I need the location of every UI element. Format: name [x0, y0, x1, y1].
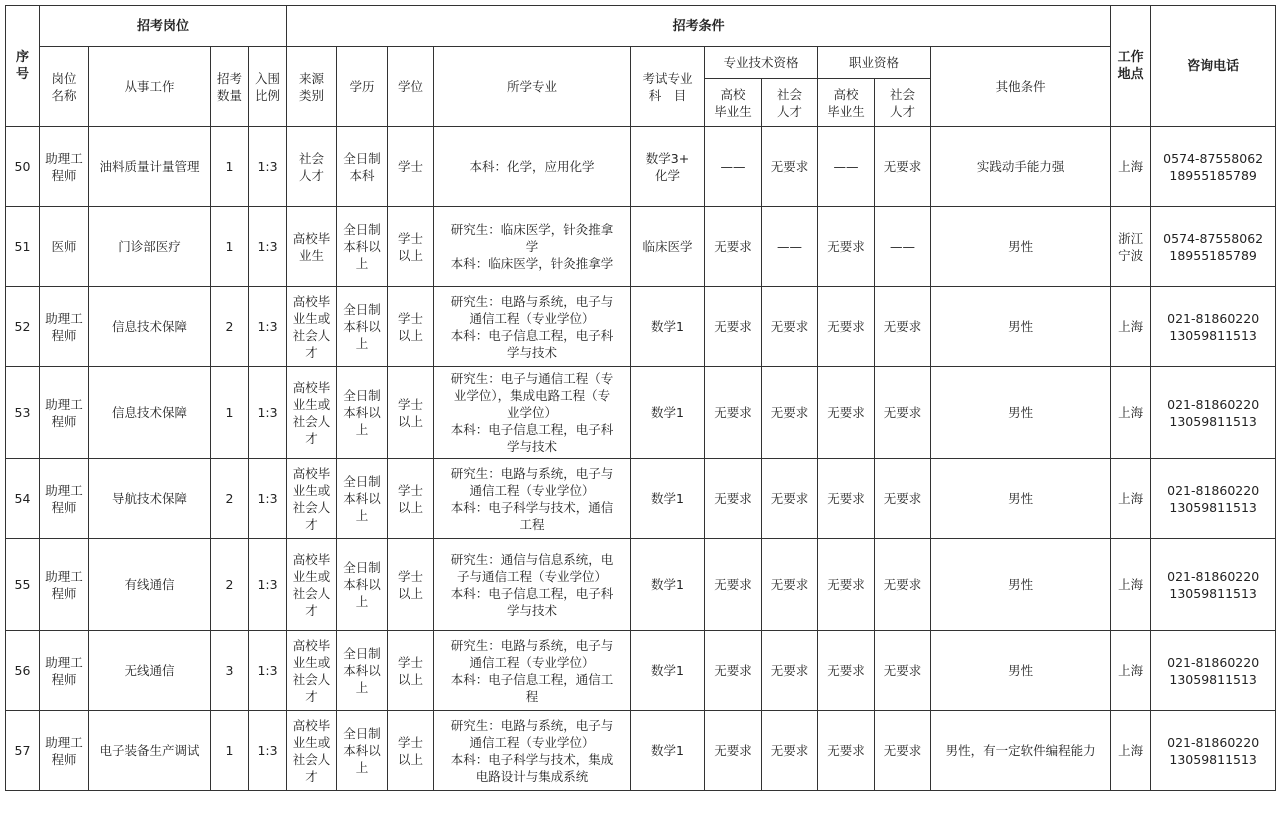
jq-graduate-cell: 无要求 [818, 631, 875, 711]
jq-graduate-cell: 无要求 [818, 459, 875, 539]
jq-social-cell: 无要求 [875, 367, 931, 459]
degree-cell: 学士 以上 [388, 287, 434, 367]
post-name-cell: 助理工 程师 [40, 631, 89, 711]
source-cell: 高校毕 业生或 社会人 才 [287, 367, 337, 459]
exam-subject-cell: 数学1 [631, 367, 705, 459]
pq-graduate-cell: 无要求 [705, 459, 762, 539]
location-cell: 上海 [1111, 711, 1151, 791]
table-body [6, 6, 1276, 791]
exam-subject-cell: 数学1 [631, 711, 705, 791]
exam-subject-cell: 临床医学 [631, 207, 705, 287]
source-cell: 高校毕 业生 [287, 207, 337, 287]
location-cell: 上海 [1111, 287, 1151, 367]
table-row [6, 207, 1276, 287]
count-cell: 1 [211, 711, 249, 791]
work-cell: 信息技术保障 [89, 287, 211, 367]
degree-cell: 学士 以上 [388, 207, 434, 287]
degree-cell: 学士 以上 [388, 459, 434, 539]
other-conditions-cell: 男性 [931, 367, 1111, 459]
pq-social-cell: 无要求 [762, 631, 818, 711]
other-conditions-cell: 男性，有一定软件编程能力 [931, 711, 1111, 791]
jq-social-cell: 无要求 [875, 459, 931, 539]
header-vocational-qualification: 职业资格 [818, 47, 931, 79]
count-cell: 2 [211, 459, 249, 539]
other-conditions-cell: 实践动手能力强 [931, 127, 1111, 207]
header-count: 招考 数量 [211, 47, 249, 127]
work-cell: 有线通信 [89, 539, 211, 631]
seq-cell: 56 [6, 631, 40, 711]
major-cell: 研究生：电路与系统，电子与 通信工程（专业学位） 本科：电子科学与技术，通信 工程 [434, 459, 631, 539]
seq-cell: 53 [6, 367, 40, 459]
other-conditions-cell: 男性 [931, 287, 1111, 367]
count-cell: 2 [211, 287, 249, 367]
table-row [6, 711, 1276, 791]
location-cell: 浙江 宁波 [1111, 207, 1151, 287]
ratio-cell: 1:3 [249, 287, 287, 367]
table-row [6, 459, 1276, 539]
post-name-cell: 助理工 程师 [40, 459, 89, 539]
source-cell: 高校毕 业生或 社会人 才 [287, 539, 337, 631]
header-major: 所学专业 [434, 47, 631, 127]
header-row-1 [6, 6, 1276, 47]
jq-social-cell: 无要求 [875, 287, 931, 367]
header-jq-social: 社会 人才 [875, 79, 931, 127]
education-cell: 全日制 本科以 上 [337, 459, 388, 539]
ratio-cell: 1:3 [249, 127, 287, 207]
jq-graduate-cell: 无要求 [818, 539, 875, 631]
header-seq: 序 号 [6, 6, 40, 127]
ratio-cell: 1:3 [249, 459, 287, 539]
phone-cell: 0574-87558062 18955185789 [1151, 207, 1276, 287]
pq-graduate-cell: 无要求 [705, 631, 762, 711]
seq-cell: 51 [6, 207, 40, 287]
pq-graduate-cell: 无要求 [705, 711, 762, 791]
pq-social-cell: 无要求 [762, 711, 818, 791]
education-cell: 全日制 本科以 上 [337, 711, 388, 791]
major-cell: 研究生：电路与系统，电子与 通信工程（专业学位） 本科：电子信息工程，通信工 程 [434, 631, 631, 711]
seq-cell: 54 [6, 459, 40, 539]
post-name-cell: 助理工 程师 [40, 367, 89, 459]
work-cell: 电子装备生产调试 [89, 711, 211, 791]
source-cell: 高校毕 业生或 社会人 才 [287, 711, 337, 791]
header-pq-graduate: 高校 毕业生 [705, 79, 762, 127]
ratio-cell: 1:3 [249, 711, 287, 791]
post-name-cell: 助理工 程师 [40, 127, 89, 207]
education-cell: 全日制 本科 [337, 127, 388, 207]
jq-graduate-cell: 无要求 [818, 207, 875, 287]
pq-social-cell: 无要求 [762, 459, 818, 539]
work-cell: 油料质量计量管理 [89, 127, 211, 207]
phone-cell: 021-81860220 13059811513 [1151, 631, 1276, 711]
other-conditions-cell: 男性 [931, 459, 1111, 539]
seq-cell: 52 [6, 287, 40, 367]
major-cell: 研究生：电路与系统，电子与 通信工程（专业学位） 本科：电子科学与技术，集成 电路设计与集成系统 [434, 711, 631, 791]
phone-cell: 021-81860220 13059811513 [1151, 367, 1276, 459]
phone-cell: 021-81860220 13059811513 [1151, 539, 1276, 631]
phone-cell: 021-81860220 13059811513 [1151, 711, 1276, 791]
pq-social-cell: 无要求 [762, 367, 818, 459]
pq-graduate-cell: 无要求 [705, 539, 762, 631]
header-post-name: 岗位 名称 [40, 47, 89, 127]
jq-graduate-cell: 无要求 [818, 711, 875, 791]
seq-cell: 50 [6, 127, 40, 207]
jq-social-cell: 无要求 [875, 539, 931, 631]
jq-social-cell: 无要求 [875, 711, 931, 791]
header-education: 学历 [337, 47, 388, 127]
degree-cell: 学士 以上 [388, 367, 434, 459]
header-ratio: 入围 比例 [249, 47, 287, 127]
table-row [6, 127, 1276, 207]
phone-cell: 021-81860220 13059811513 [1151, 459, 1276, 539]
table-row [6, 631, 1276, 711]
exam-subject-cell: 数学1 [631, 459, 705, 539]
table-row [6, 367, 1276, 459]
major-cell: 本科：化学，应用化学 [434, 127, 631, 207]
header-phone: 咨询电话 [1151, 6, 1276, 127]
recruitment-table [5, 5, 1276, 791]
post-name-cell: 助理工 程师 [40, 287, 89, 367]
jq-graduate-cell: 无要求 [818, 367, 875, 459]
location-cell: 上海 [1111, 539, 1151, 631]
degree-cell: 学士 以上 [388, 711, 434, 791]
work-cell: 导航技术保障 [89, 459, 211, 539]
work-cell: 门诊部医疗 [89, 207, 211, 287]
jq-social-cell: 无要求 [875, 127, 931, 207]
pq-social-cell: 无要求 [762, 127, 818, 207]
ratio-cell: 1:3 [249, 539, 287, 631]
count-cell: 2 [211, 539, 249, 631]
header-pq-social: 社会 人才 [762, 79, 818, 127]
degree-cell: 学士 以上 [388, 631, 434, 711]
header-source: 来源 类别 [287, 47, 337, 127]
major-cell: 研究生：电子与通信工程（专 业学位），集成电路工程（专 业学位） 本科：电子信息工程，电子科 学与技术 [434, 367, 631, 459]
pq-social-cell: —— [762, 207, 818, 287]
major-cell: 研究生：电路与系统，电子与 通信工程（专业学位） 本科：电子信息工程，电子科 学与技术 [434, 287, 631, 367]
header-work: 从事工作 [89, 47, 211, 127]
degree-cell: 学士 [388, 127, 434, 207]
header-professional-qualification: 专业技术资格 [705, 47, 818, 79]
education-cell: 全日制 本科以 上 [337, 539, 388, 631]
seq-cell: 57 [6, 711, 40, 791]
major-cell: 研究生：通信与信息系统，电 子与通信工程（专业学位） 本科：电子信息工程，电子科 学与技术 [434, 539, 631, 631]
other-conditions-cell: 男性 [931, 207, 1111, 287]
header-condition-group: 招考条件 [287, 6, 1111, 47]
other-conditions-cell: 男性 [931, 539, 1111, 631]
count-cell: 3 [211, 631, 249, 711]
header-location: 工作 地点 [1111, 6, 1151, 127]
header-jq-graduate: 高校 毕业生 [818, 79, 875, 127]
source-cell: 高校毕 业生或 社会人 才 [287, 287, 337, 367]
exam-subject-cell: 数学1 [631, 631, 705, 711]
location-cell: 上海 [1111, 127, 1151, 207]
pq-graduate-cell: 无要求 [705, 207, 762, 287]
major-cell: 研究生：临床医学，针灸推拿 学 本科：临床医学，针灸推拿学 [434, 207, 631, 287]
header-exam-subject: 考试专业 科 目 [631, 47, 705, 127]
count-cell: 1 [211, 127, 249, 207]
header-row-2 [6, 47, 1276, 79]
other-conditions-cell: 男性 [931, 631, 1111, 711]
location-cell: 上海 [1111, 631, 1151, 711]
count-cell: 1 [211, 207, 249, 287]
seq-cell: 55 [6, 539, 40, 631]
education-cell: 全日制 本科以 上 [337, 207, 388, 287]
header-post-group: 招考岗位 [40, 6, 287, 47]
pq-graduate-cell: 无要求 [705, 367, 762, 459]
count-cell: 1 [211, 367, 249, 459]
ratio-cell: 1:3 [249, 367, 287, 459]
exam-subject-cell: 数学1 [631, 539, 705, 631]
phone-cell: 0574-87558062 18955185789 [1151, 127, 1276, 207]
ratio-cell: 1:3 [249, 631, 287, 711]
work-cell: 信息技术保障 [89, 367, 211, 459]
source-cell: 高校毕 业生或 社会人 才 [287, 631, 337, 711]
work-cell: 无线通信 [89, 631, 211, 711]
post-name-cell: 医师 [40, 207, 89, 287]
exam-subject-cell: 数学1 [631, 287, 705, 367]
header-other-conditions: 其他条件 [931, 47, 1111, 127]
jq-social-cell: —— [875, 207, 931, 287]
jq-social-cell: 无要求 [875, 631, 931, 711]
jq-graduate-cell: 无要求 [818, 287, 875, 367]
education-cell: 全日制 本科以 上 [337, 287, 388, 367]
education-cell: 全日制 本科以 上 [337, 367, 388, 459]
pq-graduate-cell: 无要求 [705, 287, 762, 367]
education-cell: 全日制 本科以 上 [337, 631, 388, 711]
exam-subject-cell: 数学3+ 化学 [631, 127, 705, 207]
table-row [6, 287, 1276, 367]
degree-cell: 学士 以上 [388, 539, 434, 631]
post-name-cell: 助理工 程师 [40, 539, 89, 631]
header-degree: 学位 [388, 47, 434, 127]
pq-social-cell: 无要求 [762, 539, 818, 631]
source-cell: 社会 人才 [287, 127, 337, 207]
ratio-cell: 1:3 [249, 207, 287, 287]
post-name-cell: 助理工 程师 [40, 711, 89, 791]
location-cell: 上海 [1111, 367, 1151, 459]
pq-social-cell: 无要求 [762, 287, 818, 367]
location-cell: 上海 [1111, 459, 1151, 539]
jq-graduate-cell: —— [818, 127, 875, 207]
source-cell: 高校毕 业生或 社会人 才 [287, 459, 337, 539]
phone-cell: 021-81860220 13059811513 [1151, 287, 1276, 367]
pq-graduate-cell: —— [705, 127, 762, 207]
table-row [6, 539, 1276, 631]
